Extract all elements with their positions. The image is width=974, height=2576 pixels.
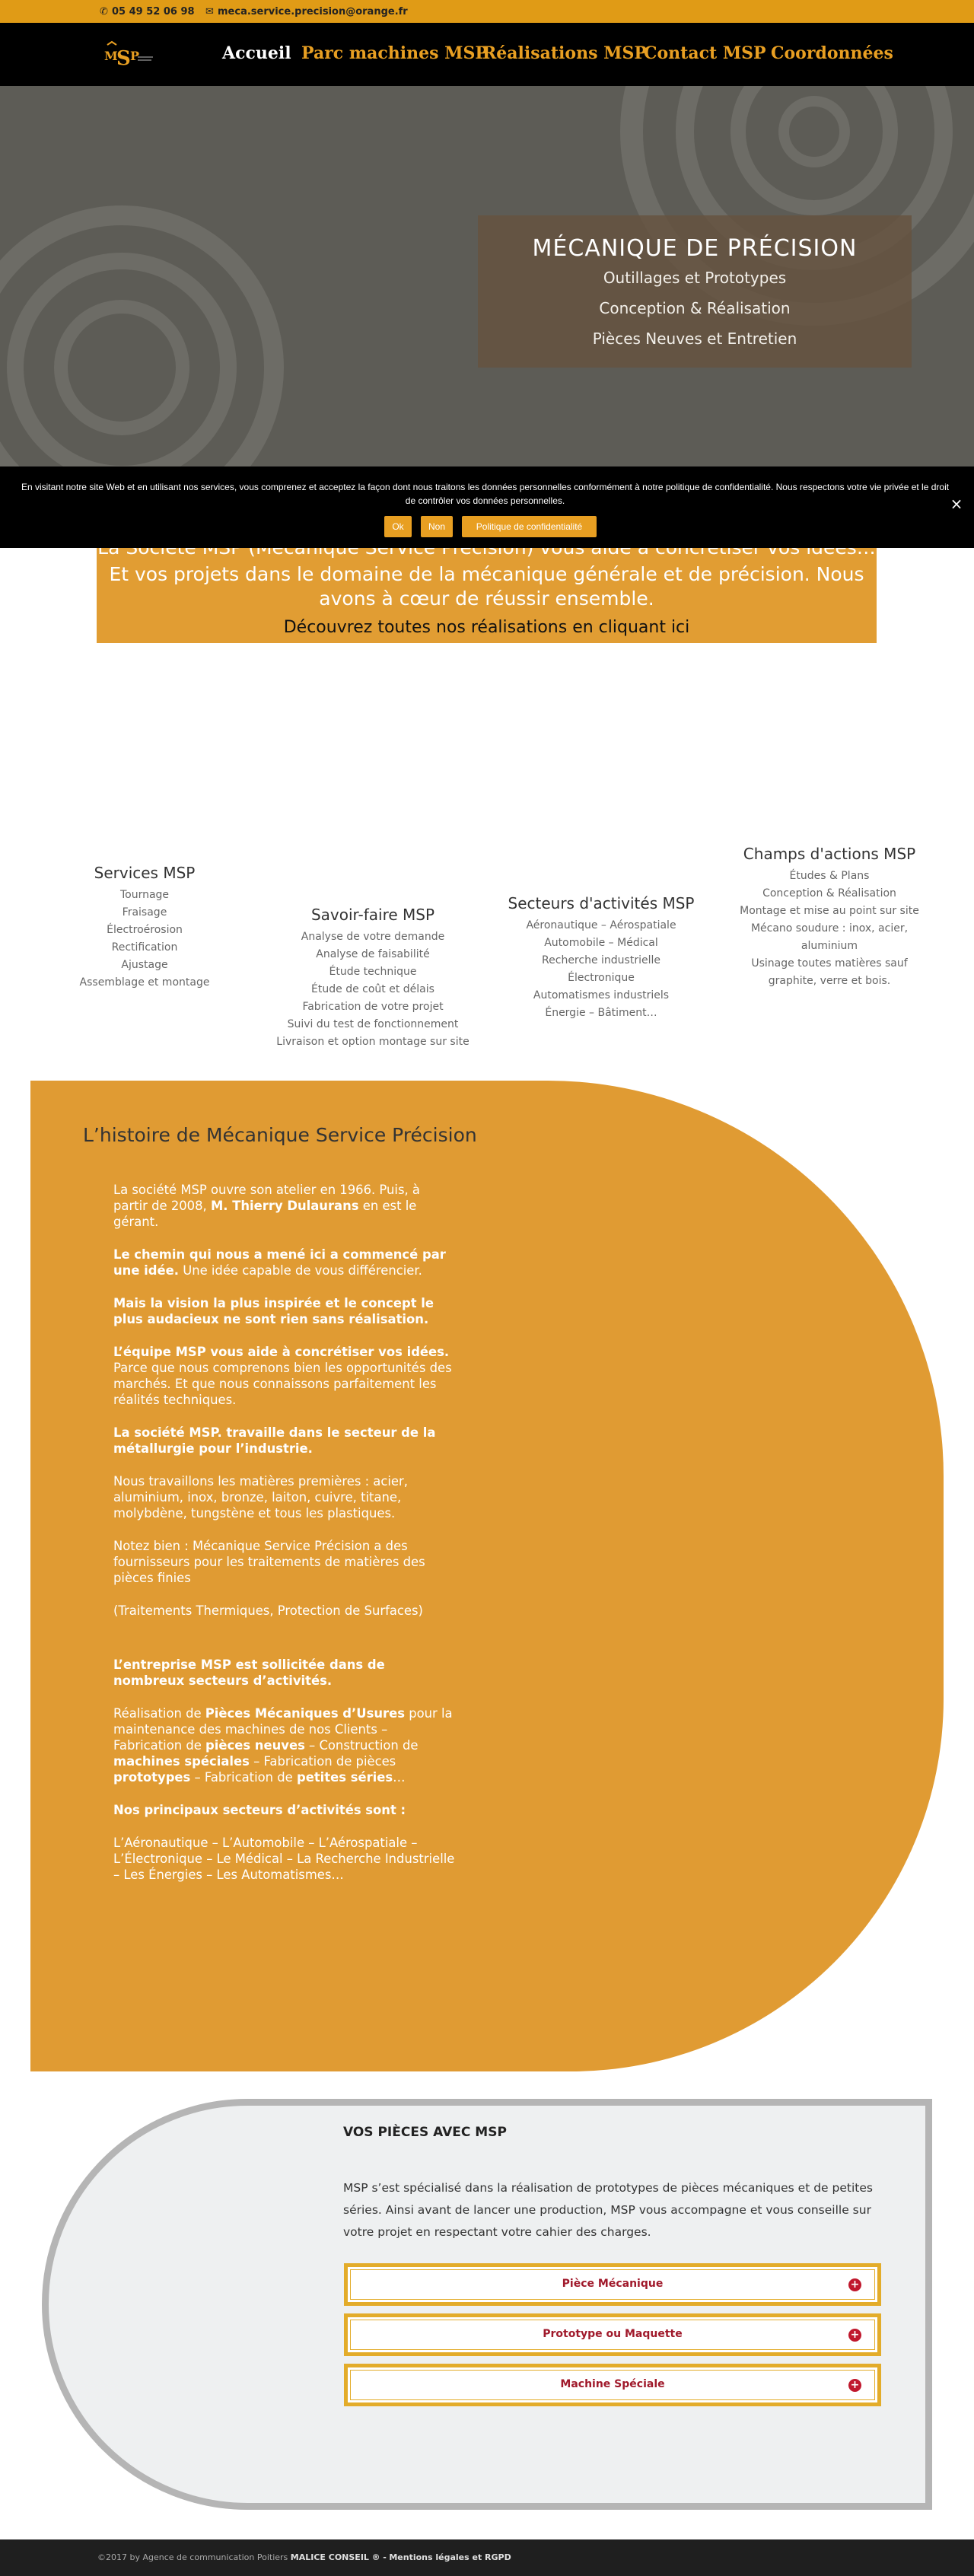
- list-item: Livraison et option montage sur site: [276, 1036, 469, 1048]
- accordion-machine-speciale[interactable]: [344, 2364, 881, 2406]
- svg-text:P: P: [130, 49, 140, 63]
- list-item: Rectification: [111, 941, 178, 954]
- plus-icon[interactable]: +: [848, 2278, 861, 2291]
- history-text: La société MSP ouvre son atelier en 1966. Puis, à partir de 2008, M. Thierry Dulaurans en est le gérant. Le chemin qui nous a mené ici a commencé par une idée. Une idée capable de vous différencier. Mais la vision la plus inspirée et le concept le plus audacieux ne sont rien sans réalisation. L’équipe MSP vous aide à concrétiser vos idées. Parce que nous comprenons bien les opportunités des marchés. Et que nous connaissons parfaitement les réalités techniques. La société MSP. travaille dans le secteur de la métallurgie pour l’industrie. Nous travaillons les matières premières : acier, aluminium, inox, bronze, laiton, cuivre, titane, molybdène, tungstène et tous les plastiques. Notez bien : Mécanique Service Précision a des fournisseurs pour les traitements de matières des pièces finies (Traitements Thermiques, Protection de Surfaces) L’entreprise MSP est sollicitée dans de nombreux secteurs d’activités. Réalisation de Pièces Mécaniques d’Usures pour la maintenance des machines de nos Clients – Fabrication de pièces neuves – Construction de machines spéciales – Fabrication de pièces prototypes – Fabrication de petites séries… Nos principaux secteurs d’activités sont : L’Aéronautique – L’Automobile – L’Aérospatiale – L’Électronique – Le Médical – La Recherche Industrielle – Les Énergies – Les Automatismes…: [113, 1183, 455, 1882]
- column-secteurs: [502, 894, 700, 1022]
- banner-line-3: avons à cœur de réussir ensemble.: [319, 587, 654, 610]
- list-item: Ajustage: [121, 959, 168, 971]
- list-item: Énergie – Bâtiment…: [545, 1007, 657, 1019]
- column-title: Savoir-faire MSP: [310, 906, 435, 924]
- hero-title: MÉCANIQUE DE PRÉCISION: [532, 235, 858, 262]
- hero-caption-box: [478, 215, 912, 368]
- column-savoir-faire: [274, 906, 472, 1051]
- list-item: Étude technique: [329, 966, 417, 978]
- accordion-label: Machine Spéciale: [560, 2378, 665, 2390]
- cookie-no-button[interactable]: Non: [421, 516, 453, 537]
- pieces-description: MSP s’est spécialisé dans la réalisation de prototypes de pièces mécaniques et de petites séries. Ainsi avant de lancer une production, MSP vous accompagne et vous conseille sur votre projet en respectant votre cahier des charges.: [343, 2181, 873, 2239]
- nav-realisations[interactable]: Réalisations MSP: [482, 43, 647, 63]
- list-item: Mécano soudure : inox, acier,: [750, 922, 909, 935]
- column-services: [76, 864, 213, 992]
- hero-line-3: Pièces Neuves et Entretien: [592, 330, 797, 348]
- email-link[interactable]: ✉ meca.service.precision@orange.fr: [205, 6, 408, 18]
- accordion-label: Prototype ou Maquette: [543, 2328, 683, 2340]
- legal-link[interactable]: Mentions légales et RGPD: [389, 2552, 511, 2562]
- list-item: Montage et mise au point sur site: [740, 905, 919, 917]
- hero-section: [0, 86, 974, 466]
- list-item: aluminium: [801, 940, 858, 952]
- list-item: Aéronautique – Aérospatiale: [526, 919, 676, 931]
- svg-text:S: S: [116, 47, 131, 70]
- pieces-title: VOS PIÈCES AVEC MSP: [343, 2125, 507, 2140]
- realisations-link[interactable]: Découvrez toutes nos réalisations en cliquant ici: [283, 618, 690, 637]
- plus-icon[interactable]: +: [848, 2379, 861, 2392]
- intro-banner: [97, 537, 877, 643]
- cookie-policy-button[interactable]: Politique de confidentialité: [462, 516, 597, 537]
- list-item: Analyse de votre demande: [301, 931, 445, 943]
- hero-line-2: Conception & Réalisation: [599, 299, 791, 317]
- list-item: Suivi du test de fonctionnement: [287, 1018, 459, 1030]
- accordion-prototype[interactable]: [344, 2313, 881, 2356]
- nav-parc-machines[interactable]: Parc machines MSP: [301, 43, 488, 63]
- list-item: Tournage: [119, 889, 170, 901]
- cookie-ok-button[interactable]: Ok: [384, 516, 412, 537]
- nav-coordonnees[interactable]: Coordonnées: [771, 43, 893, 63]
- list-item: Conception & Réalisation: [762, 887, 896, 900]
- accordion-label: Pièce Mécanique: [562, 2278, 664, 2290]
- column-title: Champs d'actions MSP: [743, 845, 916, 863]
- pieces-section: [42, 2099, 932, 2510]
- site-footer: [0, 2539, 974, 2576]
- list-item: Usinage toutes matières sauf: [751, 957, 908, 970]
- list-item: Assemblage et montage: [79, 976, 210, 989]
- site-logo[interactable]: [101, 37, 154, 72]
- phone-link[interactable]: ✆ 05 49 52 06 98: [100, 6, 195, 18]
- svg-text:M: M: [104, 49, 118, 63]
- cookie-banner: [0, 466, 974, 548]
- plus-icon[interactable]: +: [848, 2329, 861, 2342]
- list-item: Analyse de faisabilité: [316, 948, 430, 960]
- mail-icon: ✉: [205, 6, 214, 18]
- footer-credits: ©2017 by Agence de communication Poitiers MALICE CONSEIL ® - Mentions légales et RGPD: [97, 2552, 511, 2562]
- list-item: Recherche industrielle: [542, 954, 660, 966]
- top-bar: [0, 0, 974, 23]
- main-header: [0, 23, 974, 86]
- list-item: Fabrication de votre projet: [302, 1001, 444, 1013]
- column-champs-actions: [730, 845, 928, 990]
- list-item: Électronique: [568, 972, 635, 984]
- list-item: graphite, verre et bois.: [768, 975, 891, 987]
- close-icon[interactable]: ×: [950, 495, 963, 513]
- nav-contact[interactable]: Contact MSP: [644, 43, 766, 63]
- column-title: Services MSP: [94, 864, 196, 882]
- agency-link[interactable]: MALICE CONSEIL: [290, 2552, 369, 2562]
- history-title: L’histoire de Mécanique Service Précision: [83, 1124, 477, 1146]
- hero-line-1: Outillages et Prototypes: [603, 269, 787, 287]
- cookie-text: En visitant notre site Web et en utilisant nos services, vous comprenez et acceptez la façon dont nous traitons les données personnelles conformément à notre politique de confidentialité. Nous respectons votre vie privée et le droit de contrôler vos données personnelles.: [21, 482, 950, 506]
- list-item: Fraisage: [122, 906, 167, 919]
- list-item: Électroérosion: [107, 924, 183, 936]
- history-section: [30, 1081, 944, 2071]
- list-item: Automatismes industriels: [533, 989, 670, 1001]
- phone-icon: ✆: [100, 6, 108, 18]
- list-item: Automobile – Médical: [544, 937, 658, 949]
- list-item: Études & Plans: [789, 870, 870, 882]
- banner-line-2: Et vos projets dans le domaine de la mécanique générale et de précision. Nous: [109, 563, 864, 585]
- accordion-piece-mecanique[interactable]: [344, 2263, 881, 2306]
- list-item: Étude de coût et délais: [311, 983, 434, 995]
- nav-accueil[interactable]: Accueil: [222, 43, 291, 63]
- column-title: Secteurs d'activités MSP: [508, 894, 695, 912]
